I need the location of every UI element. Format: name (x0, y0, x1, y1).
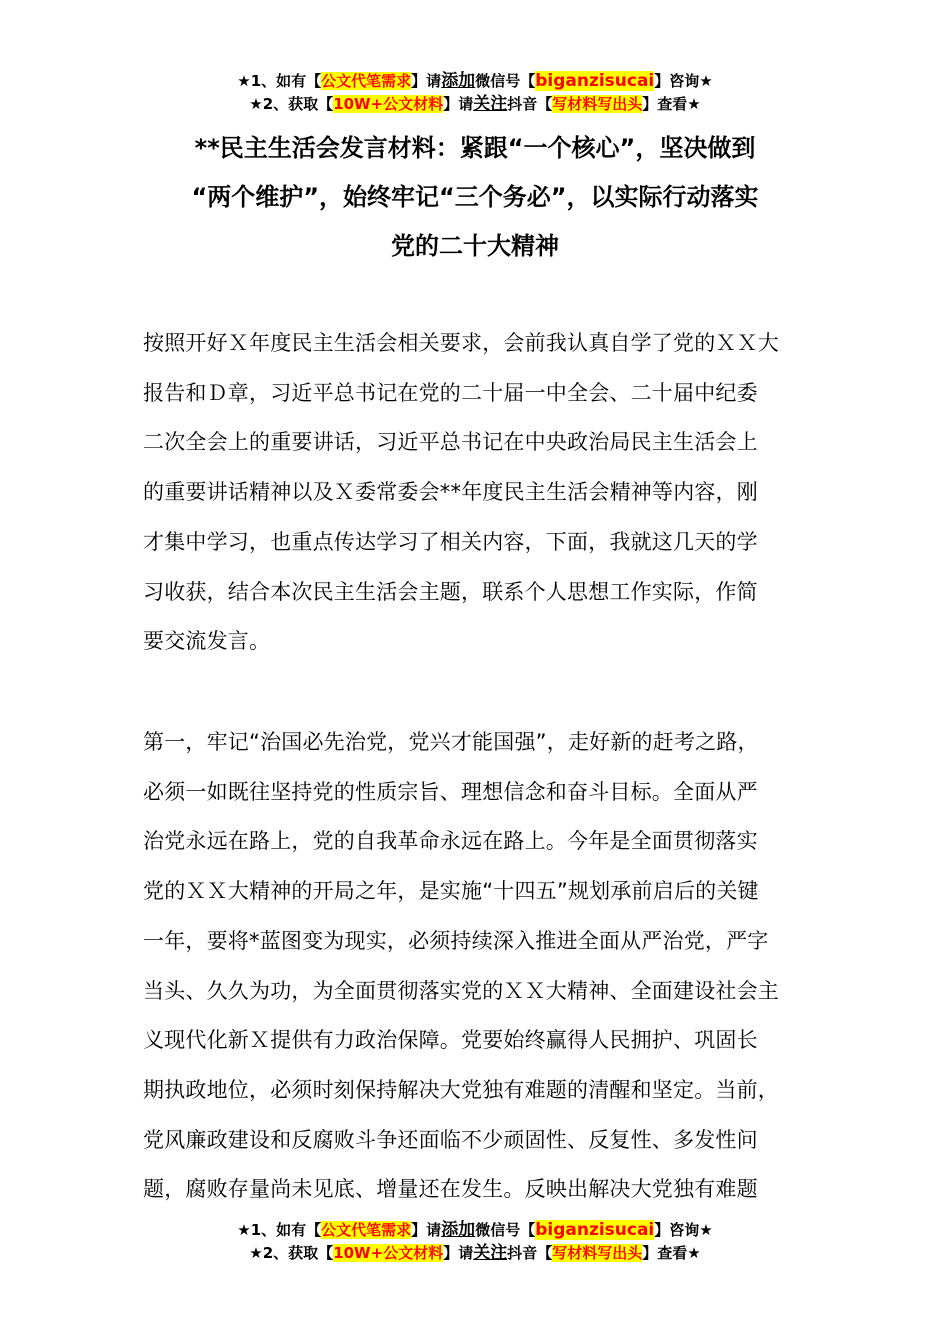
banner-text: 抖音【 (507, 1244, 553, 1262)
banner-text: 】咨询★ (654, 1221, 713, 1239)
paragraph-line: 按照开好Ｘ年度民主生活会相关要求，会前我认真自学了党的ＸＸ大 (143, 331, 779, 355)
banner-text: 】查看★ (642, 1244, 701, 1262)
paragraph-line: 习收获，结合本次民主生活会主题，联系个人思想工作实际，作简 (143, 579, 758, 604)
paragraph-line: 一年，要将*蓝图变为现实，必须持续深入推进全面从严治党，严字 (143, 928, 769, 953)
banner-highlight: 10W+公文材料 (333, 1244, 444, 1262)
banner-text: ★2、获取【 (249, 1244, 334, 1262)
paragraph-line: 当头、久久为功，为全面贯彻落实党的ＸＸ大精神、全面建设社会主 (143, 978, 779, 1003)
banner-line-2 (0, 1242, 950, 1265)
paragraph-line: 第一，牢记“治国必先治党，党兴才能国强”，走好新的赶考之路， (143, 730, 759, 754)
banner-highlight: 公文代笔需求 (321, 72, 412, 90)
banner-text: 】请 (411, 1221, 442, 1239)
title-line: 党的二十大精神 (391, 232, 559, 260)
banner-line-1 (0, 1219, 950, 1242)
banner-highlight: 写材料写出头 (552, 95, 643, 113)
banner-text: 微信号【 (475, 72, 536, 90)
banner-text: 】查看★ (642, 95, 701, 113)
paragraph-line: 才集中学习，也重点传达学习了相关内容，下面，我就这几天的学 (143, 529, 758, 554)
intro-paragraph (143, 319, 833, 667)
banner-line-1 (0, 70, 950, 93)
banner-highlight: biganzisucai (535, 1220, 655, 1240)
banner-text: 】咨询★ (654, 72, 713, 90)
banner-text: ★1、如有【 (237, 1221, 322, 1239)
title-line: “两个维护”，始终牢记“三个务必”，以实际行动落实 (191, 183, 759, 211)
paragraph-line: 义现代化新Ｘ提供有力政治保障。党要始终赢得人民拥护、巩固长 (143, 1028, 758, 1053)
paragraph-line: 党的ＸＸ大精神的开局之年，是实施“十四五”规划承前启后的关键 (143, 879, 759, 904)
banner-text: 】请 (443, 95, 474, 113)
banner-line-2 (0, 93, 950, 116)
title-line: **民主生活会发言材料：紧跟“一个核心”，坚决做到 (194, 134, 756, 162)
header-banner (0, 70, 950, 116)
banner-highlight: 写材料写出头 (552, 1244, 643, 1262)
banner-highlight: 公文代笔需求 (321, 1221, 412, 1239)
banner-emphasis: 关注 (473, 94, 508, 114)
paragraph-line: 党风廉政建设和反腐败斗争还面临不少顽固性、反复性、多发性问 (143, 1127, 758, 1152)
banner-text: ★2、获取【 (249, 95, 334, 113)
paragraph-line: 报告和Ｄ章，习近平总书记在党的二十届一中全会、二十届中纪委 (143, 380, 758, 405)
banner-emphasis: 添加 (441, 1220, 476, 1240)
paragraph-line: 二次全会上的重要讲话，习近平总书记在中央政治局民主生活会上 (143, 430, 758, 455)
paragraph-line: 的重要讲话精神以及Ｘ委常委会**年度民主生活会精神等内容，刚 (143, 480, 758, 505)
banner-text: 】请 (411, 72, 442, 90)
paragraph-line: 必须一如既往坚持党的性质宗旨、理想信念和奋斗目标。全面从严 (143, 779, 758, 804)
banner-text: 】请 (443, 1244, 474, 1262)
paragraph-line: 要交流发言。 (143, 629, 271, 654)
banner-emphasis: 关注 (473, 1243, 508, 1263)
section-one-paragraph (143, 718, 833, 1215)
paragraph-line: 题，腐败存量尚未见底、增量还在发生。反映出解决大党独有难题 (143, 1177, 758, 1202)
footer-banner (0, 1219, 950, 1265)
paragraph-line: 治党永远在路上，党的自我革命永远在路上。今年是全面贯彻落实 (143, 829, 758, 854)
banner-text: 抖音【 (507, 95, 553, 113)
banner-emphasis: 添加 (441, 71, 476, 91)
document-title (100, 124, 850, 271)
banner-text: ★1、如有【 (237, 72, 322, 90)
paragraph-line: 期执政地位，必须时刻保持解决大党独有难题的清醒和坚定。当前， (143, 1077, 779, 1102)
banner-highlight: biganzisucai (535, 71, 655, 91)
banner-highlight: 10W+公文材料 (333, 95, 444, 113)
banner-text: 微信号【 (475, 1221, 536, 1239)
